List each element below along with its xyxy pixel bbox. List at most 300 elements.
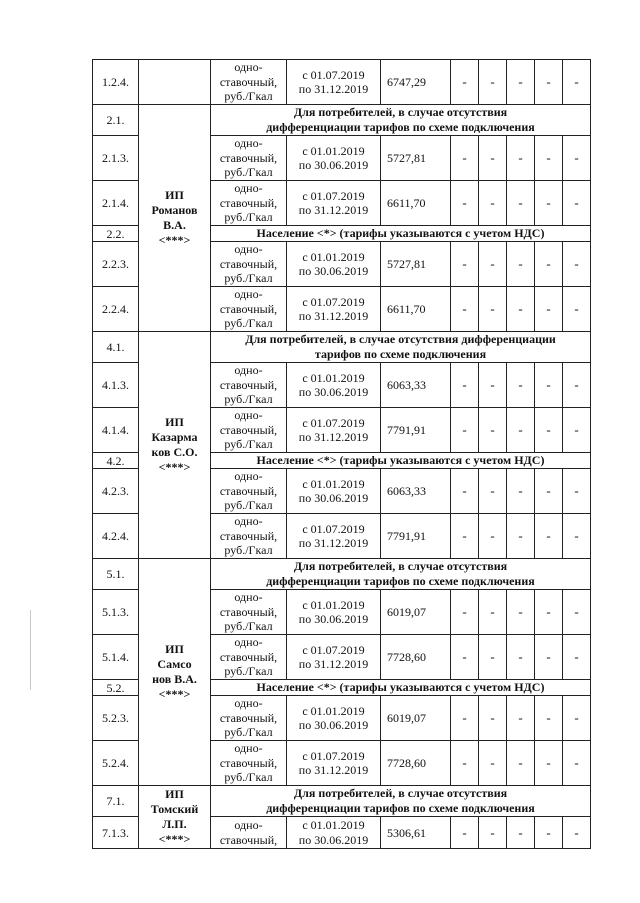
tariff-unit-line: руб./Гкал [224,271,273,286]
tariff-price [381,696,451,741]
empty-value-cell [507,817,535,849]
scan-margin-mark [30,610,31,690]
row-number-text: 5.2. [106,680,125,695]
empty-value-cell [535,242,563,287]
dash-mark: - [462,195,467,210]
tariff-unit [211,590,287,635]
row-number [93,181,139,226]
row-number [93,741,139,786]
row-number-text: 5.1.3. [102,605,129,619]
tariff-unit [211,741,287,786]
row-number [93,680,139,696]
empty-value-cell [535,60,563,105]
tariff-period [287,287,381,332]
organization-cell-line: ИП [165,787,184,801]
section-header-text [211,226,591,242]
tariff-period-line: по 30.06.2019 [298,264,369,278]
dash-mark: - [546,74,551,89]
row-number [93,453,139,469]
dash-mark: - [462,604,467,619]
tariff-unit-line: ставочный, [219,150,278,165]
empty-value-cell [479,817,507,849]
dash-mark: - [518,710,523,725]
tariff-unit-line: руб./Гкал [224,770,273,785]
tariff-unit-line: ставочный, [219,710,278,725]
organization-cell-line: Томский [150,802,199,816]
empty-value-cell [479,696,507,741]
organization-cell-line: <***> [158,832,191,846]
row-number-text: 5.2.3. [102,711,129,725]
tariff-price-value: 5306,61 [387,825,426,840]
tariff-unit [211,817,287,849]
dash-mark: - [490,755,495,770]
empty-value-cell [451,287,479,332]
tariff-unit-line: руб./Гкал [224,89,273,104]
empty-value-cell [479,136,507,181]
empty-value-cell [563,242,591,287]
tariff-unit [211,181,287,226]
row-number-text: 2.1.3. [102,151,129,165]
dash-mark: - [462,824,467,840]
tariff-period-line: с 01.07.2019 [302,642,365,657]
tariff-unit-line: руб./Гкал [224,664,273,679]
tariff-unit-line: ставочный, [219,377,278,392]
row-number-text: 4.2.4. [102,529,129,543]
row-number-text: 2.2.3. [102,257,129,271]
empty-value-cell [535,469,563,514]
tariff-unit-line: одно- [234,590,263,605]
section-header-text-line: Для потребителей, в случае отсутствия [293,105,508,119]
empty-value-cell [479,60,507,105]
row-number [93,60,139,105]
tariff-period-line: по 30.06.2019 [298,491,369,505]
tariff-price-value: 7791,91 [387,423,426,437]
tariff-unit-line: ставочный, [219,301,278,316]
organization-cell-line: Самсо [157,657,192,671]
empty-value-cell [563,136,591,181]
tariff-price [381,136,451,181]
dash-mark: - [574,710,579,725]
section-header-text [211,559,591,590]
empty-value-cell [507,696,535,741]
empty-value-cell [535,363,563,408]
tariff-unit-line: ставочный, [219,528,278,543]
tariff-period [287,635,381,680]
tariff-unit-line: руб./Гкал [224,543,273,558]
empty-value-cell [479,242,507,287]
empty-value-cell [535,408,563,453]
dash-mark: - [490,710,495,725]
tariff-period-line: с 01.07.2019 [302,521,365,536]
row-number-text: 7.1. [106,794,125,808]
dash-mark: - [574,195,579,210]
organization-cell-line: В.А. [163,218,186,232]
dash-mark: - [518,483,523,498]
row-number-text: 1.2.4. [102,75,129,89]
empty-value-cell [479,408,507,453]
row-number [93,408,139,453]
empty-value-cell [563,181,591,226]
tariff-period [287,242,381,287]
organization-cell-line: <***> [158,687,191,701]
organization-cell-line: Л.П. [162,817,187,831]
empty-value-cell [563,408,591,453]
row-number-text: 5.2.4. [102,756,129,770]
dash-mark: - [462,422,467,437]
tariff-unit [211,635,287,680]
section-header-text [211,680,591,696]
organization-cell-line: Казарма [151,430,198,444]
dash-mark: - [462,377,467,392]
dash-mark: - [546,195,551,210]
empty-value-cell [479,590,507,635]
dash-mark: - [574,150,579,165]
dash-mark: - [518,301,523,316]
dash-mark: - [518,604,523,619]
empty-value-cell [451,696,479,741]
dash-mark: - [462,150,467,165]
tariff-price [381,635,451,680]
organization-cell-line: ИП [165,415,184,429]
tariff-period-line: с 01.01.2019 [302,818,365,832]
tariff-unit-line: одно- [234,696,263,711]
dash-mark: - [518,528,523,543]
row-number-text: 4.2.3. [102,484,129,498]
dash-mark: - [490,150,495,165]
tariff-period-line: с 01.07.2019 [302,748,365,763]
row-number-text: 2.2.4. [102,302,129,316]
row-number-text: 7.1.3. [102,825,129,840]
dash-mark: - [546,649,551,664]
empty-value-cell [479,469,507,514]
tariff-price-value: 7728,60 [387,756,426,770]
empty-value-cell [563,469,591,514]
empty-value-cell [451,469,479,514]
tariff-price [381,287,451,332]
empty-value-cell [535,635,563,680]
empty-value-cell [535,514,563,559]
row-number [93,590,139,635]
tariff-period-line: по 30.06.2019 [298,612,369,626]
row-number-text: 2.1.4. [102,196,129,210]
organization-cell [139,786,211,849]
empty-value-cell [507,514,535,559]
tariff-unit-line: ставочный, [219,832,278,847]
tariff-unit-line: ставочный, [219,483,278,498]
tariff-period-line: с 01.01.2019 [302,370,365,385]
dash-mark: - [490,528,495,543]
dash-mark: - [574,649,579,664]
tariff-price [381,181,451,226]
dash-mark: - [546,528,551,543]
dash-mark: - [490,377,495,392]
tariff-price-value: 7791,91 [387,529,426,543]
tariff-period-line: с 01.01.2019 [302,703,365,718]
tariff-unit-line: ставочный, [219,256,278,271]
section-header-row [93,105,591,136]
dash-mark: - [574,824,579,840]
tariff-period-line: по 30.06.2019 [298,718,369,732]
tariff-period-line: по 31.12.2019 [298,536,369,550]
row-number [93,786,139,817]
tariff-period [287,181,381,226]
row-number [93,332,139,363]
empty-value-cell [563,741,591,786]
tariff-unit [211,60,287,105]
tariff-unit-line: руб./Гкал [224,498,273,513]
dash-mark: - [518,755,523,770]
section-header-text [211,332,591,363]
tariff-unit [211,469,287,514]
dash-mark: - [490,256,495,271]
empty-value-cell [535,590,563,635]
empty-value-cell [507,469,535,514]
dash-mark: - [546,422,551,437]
empty-value-cell [563,817,591,849]
tariff-unit [211,514,287,559]
dash-mark: - [574,528,579,543]
empty-value-cell [451,408,479,453]
empty-value-cell [451,363,479,408]
dash-mark: - [518,649,523,664]
tariff-unit-line: одно- [234,741,263,756]
row-number [93,469,139,514]
dash-mark: - [546,150,551,165]
row-number [93,635,139,680]
organization-cell-line: <***> [158,460,191,474]
dash-mark: - [462,74,467,89]
organization-cell [139,559,211,786]
tariff-table [92,59,591,849]
tariff-unit [211,408,287,453]
dash-mark: - [574,483,579,498]
empty-value-cell [535,741,563,786]
row-number [93,226,139,242]
tariff-unit-line: руб./Гкал [224,437,273,452]
dash-mark: - [546,755,551,770]
tariff-price-value: 6063,33 [387,484,426,498]
tariff-period-line: с 01.01.2019 [302,249,365,264]
dash-mark: - [462,483,467,498]
empty-value-cell [451,181,479,226]
row-number-text: 4.2. [106,453,125,468]
dash-mark: - [574,422,579,437]
empty-value-cell [507,136,535,181]
row-number [93,136,139,181]
empty-value-cell [507,60,535,105]
organization-cell-line: <***> [158,233,191,247]
dash-mark: - [546,710,551,725]
empty-value-cell [563,514,591,559]
tariff-unit-line: одно- [234,818,263,832]
tariff-table-body [93,60,591,849]
tariff-period [287,363,381,408]
row-number-text: 2.1. [106,113,125,127]
section-header-text [211,453,591,469]
section-header-row [93,559,591,590]
tariff-period-line: с 01.01.2019 [302,597,365,612]
tariff-unit-line: одно- [234,136,263,151]
tariff-price-value: 6611,70 [387,196,426,210]
section-header-row [93,786,591,817]
row-number-text: 4.1. [106,340,125,354]
empty-value-cell [479,514,507,559]
tariff-period-line: с 01.07.2019 [302,67,365,82]
dash-mark: - [518,74,523,89]
empty-value-cell [535,696,563,741]
tariff-period [287,696,381,741]
tariff-unit [211,287,287,332]
dash-mark: - [546,377,551,392]
tariff-price-value: 5727,81 [387,257,426,271]
empty-value-cell [507,408,535,453]
tariff-unit-line: ставочный, [219,74,278,89]
empty-value-cell [507,363,535,408]
tariff-unit-line: одно- [234,363,263,378]
dash-mark: - [546,483,551,498]
tariff-price [381,60,451,105]
empty-value-cell [507,287,535,332]
row-number-text: 5.1.4. [102,650,129,664]
empty-value-cell [563,287,591,332]
tariff-unit [211,363,287,408]
empty-value-cell [563,363,591,408]
empty-value-cell [563,60,591,105]
dash-mark: - [490,649,495,664]
dash-mark: - [574,74,579,89]
section-header-text-line: дифференциации тарифов по схеме подключения [266,120,535,134]
section-header-text-line: Население <*> (тарифы указываются с учетом НДС) [256,680,545,694]
row-number [93,105,139,136]
dash-mark: - [574,301,579,316]
section-header-text-line: Для потребителей, в случае отсутствия дифференциации [245,332,556,346]
dash-mark: - [546,604,551,619]
empty-value-cell [451,514,479,559]
tariff-unit-line: одно- [234,408,263,423]
empty-value-cell [479,181,507,226]
tariff-price-value: 5727,81 [387,151,426,165]
empty-value-cell [451,635,479,680]
tariff-period [287,817,381,849]
empty-value-cell [479,363,507,408]
row-number [93,559,139,590]
tariff-period-line: по 30.06.2019 [298,832,369,847]
tariff-period-line: с 01.01.2019 [302,476,365,491]
empty-value-cell [563,696,591,741]
empty-value-cell [535,287,563,332]
tariff-period-line: с 01.01.2019 [302,143,365,158]
empty-value-cell [479,287,507,332]
tariff-period [287,408,381,453]
dash-mark: - [518,256,523,271]
empty-value-cell [535,817,563,849]
dash-mark: - [518,422,523,437]
tariff-price-value: 6019,07 [387,605,426,619]
dash-mark: - [574,755,579,770]
tariff-price-value: 6019,07 [387,711,426,725]
empty-value-cell [507,590,535,635]
dash-mark: - [574,604,579,619]
section-header-text-line: Для потребителей, в случае отсутствия [293,559,508,573]
dash-mark: - [462,649,467,664]
row-number-text: 4.1.3. [102,378,129,392]
dash-mark: - [518,824,523,840]
organization-cell [139,105,211,332]
tariff-unit-line: одно- [234,287,263,302]
dash-mark: - [462,301,467,316]
empty-value-cell [535,136,563,181]
section-header-text-line: тарифов по схеме подключения [314,347,487,361]
dash-mark: - [490,422,495,437]
tariff-unit [211,136,287,181]
section-header-text-line: Население <*> (тарифы указываются с учетом НДС) [256,453,545,467]
tariff-period-line: по 31.12.2019 [298,657,369,671]
tariff-period-line: с 01.07.2019 [302,415,365,430]
tariff-unit-line: одно- [234,514,263,529]
section-header-text-line: дифференциации тарифов по схеме подключения [266,574,535,588]
row-number [93,514,139,559]
tariff-price [381,242,451,287]
dash-mark: - [574,377,579,392]
tariff-price [381,363,451,408]
organization-cell-line: ИП [165,642,184,656]
tariff-price [381,514,451,559]
dash-mark: - [490,301,495,316]
empty-value-cell [507,181,535,226]
dash-mark: - [546,824,551,840]
dash-mark: - [546,256,551,271]
tariff-period [287,136,381,181]
tariff-unit [211,242,287,287]
tariff-period-line: по 31.12.2019 [298,203,369,217]
tariff-price-value: 7728,60 [387,650,426,664]
tariff-price [381,408,451,453]
empty-value-cell [451,741,479,786]
tariff-unit-line: одно- [234,242,263,257]
tariff-period-line: по 30.06.2019 [298,385,369,399]
empty-value-cell [451,60,479,105]
tariff-period [287,469,381,514]
tariff-unit-line: ставочный, [219,422,278,437]
empty-value-cell [507,242,535,287]
dash-mark: - [490,483,495,498]
tariff-price-value: 6611,70 [387,302,426,316]
organization-cell-line: ИП [165,188,184,202]
tariff-period-line: с 01.07.2019 [302,188,365,203]
dash-mark: - [462,755,467,770]
organization-cell-empty [139,60,211,105]
empty-value-cell [479,635,507,680]
tariff-unit-line: руб./Гкал [224,619,273,634]
section-header-text [211,786,591,817]
dash-mark: - [462,256,467,271]
tariff-period-line: по 31.12.2019 [298,309,369,323]
tariff-price-value: 6747,29 [387,75,426,89]
tariff-period [287,514,381,559]
row-number-text: 4.1.4. [102,423,129,437]
tariff-period-line: по 31.12.2019 [298,430,369,444]
tariff-unit-line: одно- [234,469,263,484]
tariff-period-line: по 31.12.2019 [298,763,369,777]
empty-value-cell [479,741,507,786]
dash-mark: - [462,710,467,725]
row-number [93,363,139,408]
section-header-row [93,332,591,363]
empty-value-cell [451,590,479,635]
dash-mark: - [462,528,467,543]
empty-value-cell [563,590,591,635]
dash-mark: - [490,195,495,210]
